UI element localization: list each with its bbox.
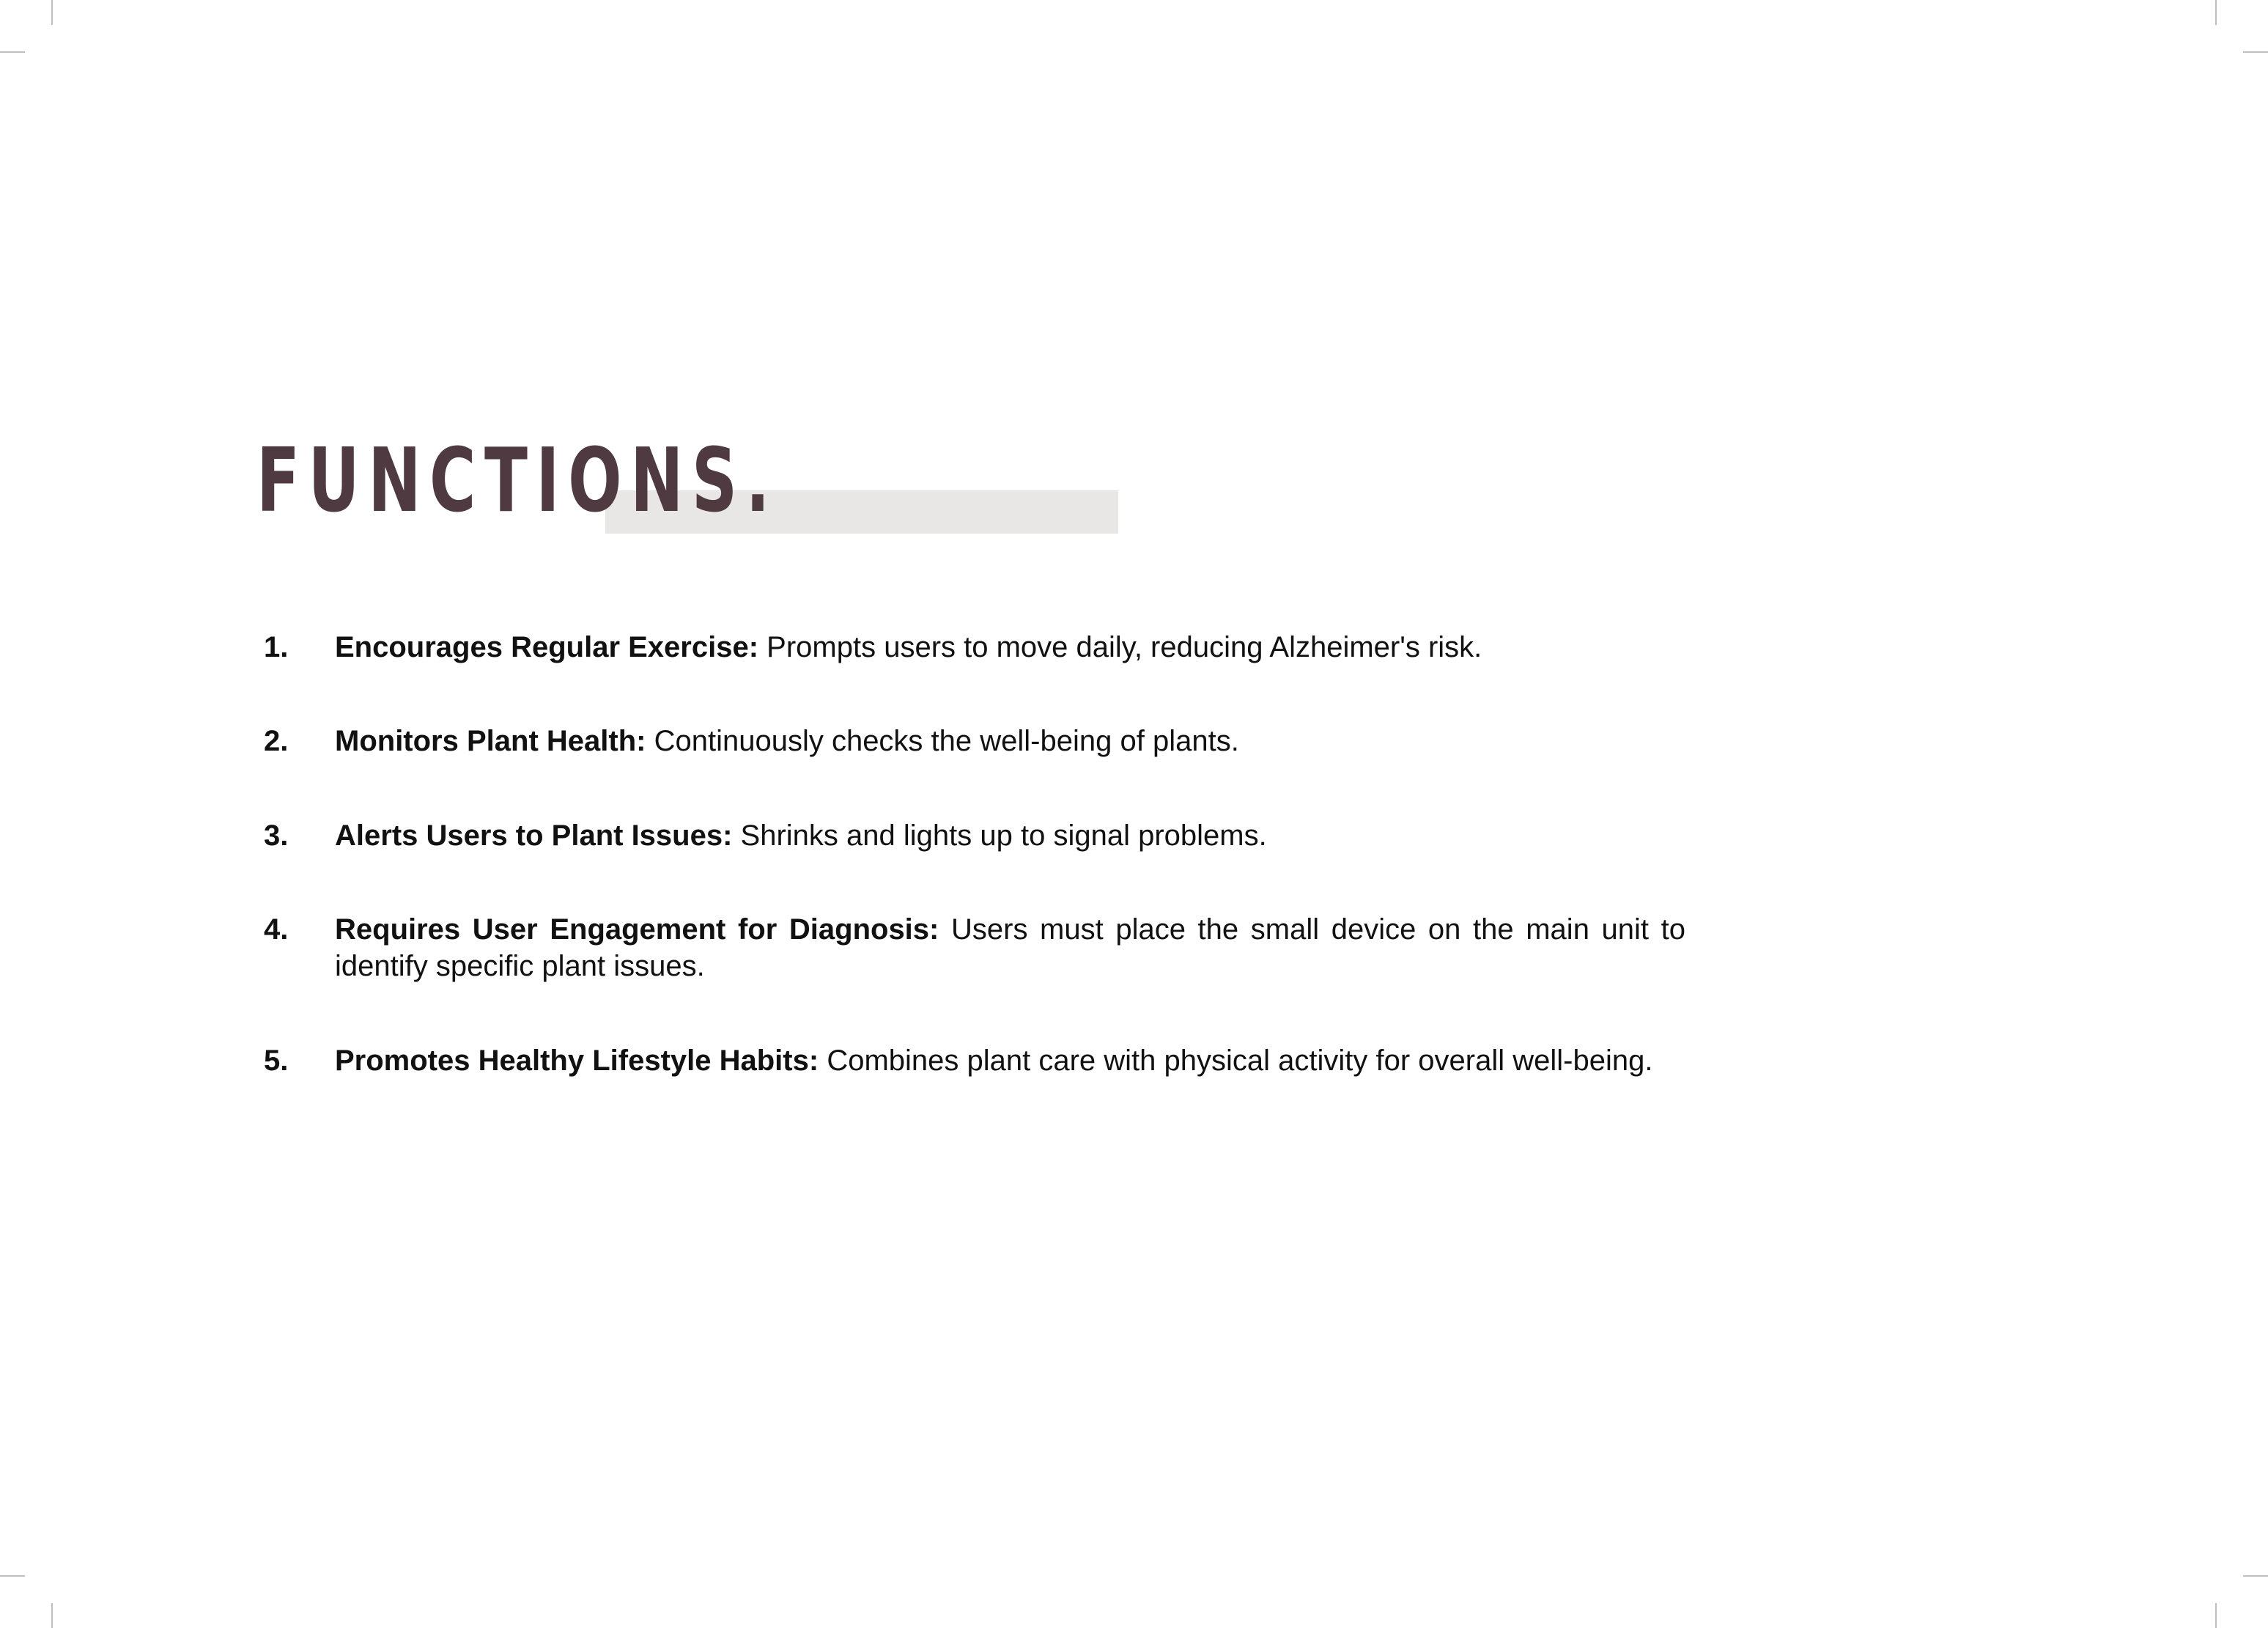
- list-item-title: Alerts Users to Plant Issues:: [335, 819, 733, 852]
- heading-block: [256, 427, 1172, 544]
- list-item-description: Continuously checks the well-being of plants.: [654, 725, 1239, 757]
- list-item: [264, 723, 1685, 759]
- crop-mark-bottom-right-vertical: [2215, 1603, 2217, 1628]
- list-item: [264, 1042, 1685, 1079]
- functions-list: [264, 629, 1685, 1136]
- crop-mark-bottom-left-vertical: [51, 1603, 53, 1628]
- list-item: [264, 817, 1685, 854]
- page-title: FUNCTIONS.: [256, 430, 778, 532]
- list-item-number: 3.: [264, 819, 289, 852]
- list-item: [264, 629, 1685, 666]
- crop-mark-top-left-horizontal: [0, 51, 25, 53]
- list-item: [264, 911, 1685, 984]
- list-item-text: [335, 817, 1685, 854]
- list-item-description: Combines plant care with physical activity for overall well-being.: [827, 1045, 1653, 1077]
- list-item-number: 4.: [264, 913, 289, 946]
- list-item-text: [335, 911, 1685, 984]
- list-item-title: Monitors Plant Health:: [335, 725, 646, 757]
- list-item-title: Requires User Engagement for Diagnosis:: [335, 913, 939, 946]
- list-item-number: 1.: [264, 631, 289, 663]
- list-item-text: [335, 1042, 1685, 1079]
- list-item-number: 5.: [264, 1045, 289, 1077]
- list-item-number: 2.: [264, 725, 289, 757]
- crop-mark-top-right-horizontal: [2243, 51, 2268, 53]
- list-item-description: Users must place the small device on the main unit to identify specific plant issues.: [335, 913, 1686, 982]
- crop-mark-top-left-vertical: [51, 0, 53, 25]
- list-item-text: [335, 629, 1685, 666]
- list-item-title: Encourages Regular Exercise:: [335, 631, 759, 663]
- crop-mark-bottom-left-horizontal: [0, 1575, 25, 1577]
- crop-mark-bottom-right-horizontal: [2243, 1575, 2268, 1577]
- crop-mark-top-right-vertical: [2215, 0, 2217, 25]
- list-item-title: Promotes Healthy Lifestyle Habits:: [335, 1045, 819, 1077]
- list-item-description: Shrinks and lights up to signal problems.: [740, 819, 1267, 852]
- list-item-text: [335, 723, 1685, 759]
- list-item-description: Prompts users to move daily, reducing Alzheimer's risk.: [767, 631, 1482, 663]
